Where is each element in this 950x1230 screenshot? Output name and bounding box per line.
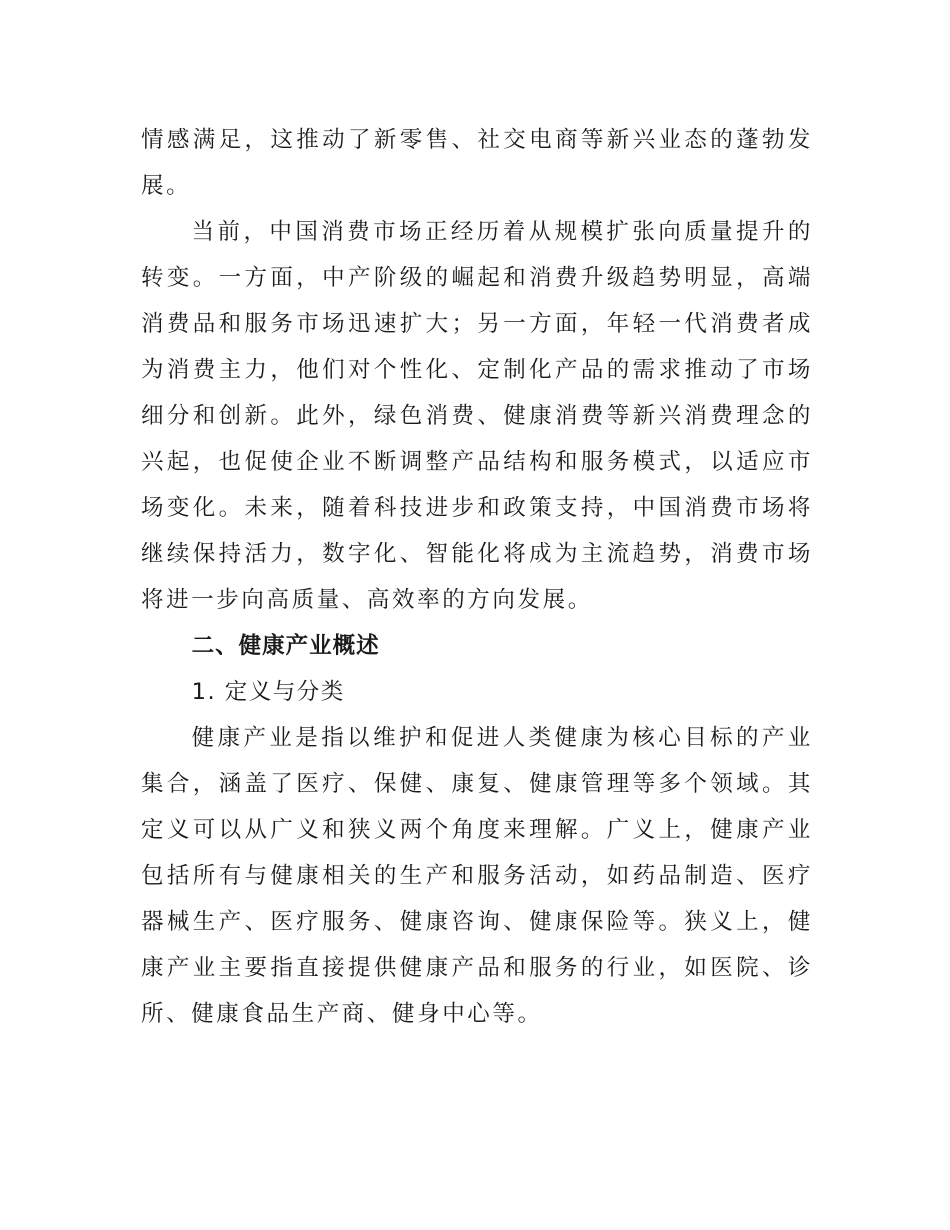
paragraph-health-definition: 健康产业是指以维护和促进人类健康为核心目标的产业集合，涵盖了医疗、保健、康复、健康管理等多个领域。其定义可以从广义和狭义两个角度来理解。广义上，健康产业包括所有与健康相关的生产和服务活动，如药品制造、医疗器械生产、医疗服务、健康咨询、健康保险等。狭义上，健康产业主要指直接提供健康产品和服务的行业，如医院、诊所、健康食品生产商、健身中心等。 xyxy=(141,725,813,1027)
paragraph-consumer-market: 当前，中国消费市场正经历着从规模扩张向质量提升的转变。一方面，中产阶级的崛起和消费升级趋势明显，高端消费品和服务市场迅速扩大；另一方面，年轻一代消费者成为消费主力，他们对个性化、定制化产品的需求推动了市场细分和创新。此外，绿色消费、健康消费等新兴消费理念的兴起，也促使企业不断调整产品结构和服务模式，以适应市场变化。未来，随着科技进步和政策支持，中国消费市场将继续保持活力，数字化、智能化将成为主流趋势，消费市场将进一步向高质量、高效率的方向发展。 xyxy=(141,219,813,613)
document-body xyxy=(141,117,813,1037)
subsection-heading-definition: 1. 定义与分类 xyxy=(191,679,345,705)
paragraph-continued: 情感满足，这推动了新零售、社交电商等新兴业态的蓬勃发展。 xyxy=(141,127,813,199)
section-heading-health-industry: 二、健康产业概述 xyxy=(191,633,380,659)
